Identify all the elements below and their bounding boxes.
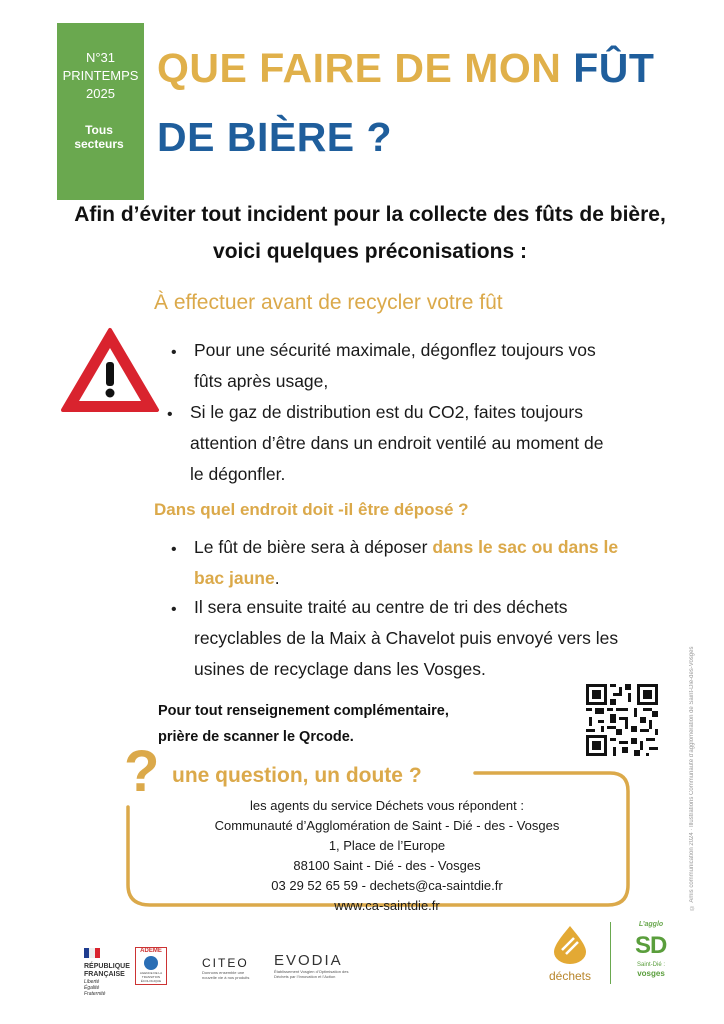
sectors-label: Tous secteurs — [74, 123, 124, 151]
list-item-line: Si le gaz de distribution est du CO2, faites toujours — [190, 402, 583, 422]
svg-text:D: D — [650, 932, 668, 957]
agglo-bottom-2: vosges — [637, 969, 665, 978]
republique-line-2: FRANÇAISE — [84, 971, 125, 978]
highlight-text: bac jaune — [194, 568, 275, 588]
list-item-line: le dégonfler. — [190, 464, 286, 484]
dechets-drop-icon — [550, 924, 590, 964]
intro-line-2: voici quelques préconisations : — [213, 240, 527, 263]
list-item-text: . — [274, 568, 280, 588]
issue-year: 2025 — [86, 86, 115, 101]
list-item-line: Il sera ensuite traité au centre de tri des déchets — [194, 597, 568, 617]
list-item — [194, 592, 684, 685]
list-item-line: recyclables de la Maix à Chavelot puis envoyé vers les — [194, 628, 619, 648]
highlight-text: dans le sac ou dans le — [432, 537, 619, 557]
republique-line-1: RÉPUBLIQUE — [84, 963, 130, 970]
footer-divider — [610, 922, 611, 984]
title-part-1: QUE FAIRE DE MON — [157, 45, 574, 91]
info-line-2: prière de scanner le Qrcode. — [158, 729, 354, 745]
credits-note: © Amis communication 2024 · Illustrations Communauté d’agglomération de Saint-Dié-des-Vosges — [689, 646, 695, 910]
dechets-logo — [540, 924, 600, 983]
title-part-2: FÛT — [573, 45, 655, 91]
list-item-text: Le fût de bière sera à déposer — [194, 537, 433, 557]
question-mark-icon: ? — [124, 739, 160, 804]
svg-text:S: S — [635, 932, 652, 957]
agglo-bottom-1: Saint-Dié : — [636, 962, 665, 968]
bullet-dot: • — [171, 601, 177, 618]
question-heading: une question, un doute ? — [172, 764, 422, 787]
citeo-logo — [202, 957, 252, 980]
agglo-logo — [628, 920, 674, 978]
evodia-logo — [274, 953, 360, 979]
marianne-icon — [84, 948, 100, 958]
republique-motto: Liberté Égalité Fraternité — [84, 979, 106, 997]
contact-intro: les agents du service Déchets vous répondent : — [250, 798, 524, 813]
list-item-line: fûts après usage, — [194, 371, 329, 391]
ademe-name: ADEME — [140, 948, 162, 954]
ademe-sub: AGENCE DE LA TRANSITION ÉCOLOGIQUE — [139, 971, 163, 983]
agglo-top: L’agglo — [638, 921, 664, 928]
bullet-dot: • — [167, 406, 173, 423]
info-line-1: Pour tout renseignement complémentaire, — [158, 703, 449, 719]
ademe-emblem-icon — [144, 956, 158, 970]
citeo-tagline: Donnons ensemble une nouvelle vie à nos produits — [202, 970, 250, 980]
citeo-name: CITEO — [202, 956, 249, 970]
contact-address: 1, Place de l’Europe — [328, 838, 446, 853]
dechets-label: déchets — [548, 969, 592, 983]
contact-org: Communauté d’Agglomération de Saint - Dié - des - Vosges — [214, 818, 560, 833]
agglo-sd-icon — [633, 929, 669, 957]
bullet-dot: • — [171, 541, 177, 558]
ademe-logo — [135, 947, 167, 985]
list-item-line: attention d’être dans un endroit ventilé au moment de — [190, 433, 604, 453]
evodia-tagline: Établissement Vosgien d’Optimisation des Déchets par l’Innovation et l’Action — [274, 969, 349, 979]
issue-badge — [57, 23, 144, 200]
intro-line-1: Afin d’éviter tout incident pour la collecte des fûts de bière, — [74, 203, 666, 226]
contact-block — [187, 796, 587, 916]
contact-phone-email[interactable]: 03 29 52 65 59 - dechets@ca-saintdie.fr — [271, 878, 503, 893]
republique-logo — [84, 945, 130, 997]
section2-heading: Dans quel endroit doit -il être déposé ? — [154, 500, 469, 519]
title-part-3: DE BIÈRE ? — [157, 114, 393, 160]
list-item — [190, 397, 680, 490]
section1-heading: À effectuer avant de recycler votre fût — [154, 291, 503, 314]
bullet-dot: • — [171, 344, 177, 361]
list-item — [194, 335, 674, 397]
warning-icon — [60, 326, 160, 414]
evodia-name: EVODIA — [274, 952, 343, 969]
issue-season: PRINTEMPS — [62, 68, 139, 83]
issue-number: N°31 — [85, 50, 116, 65]
list-item — [194, 532, 674, 594]
page-title — [157, 44, 717, 92]
contact-website[interactable]: www.ca-saintdie.fr — [334, 898, 440, 913]
contact-city: 88100 Saint - Dié - des - Vosges — [293, 858, 481, 873]
list-item-line: Pour une sécurité maximale, dégonflez toujours vos — [194, 340, 596, 360]
list-item-line: usines de recyclage dans les Vosges. — [194, 659, 486, 679]
